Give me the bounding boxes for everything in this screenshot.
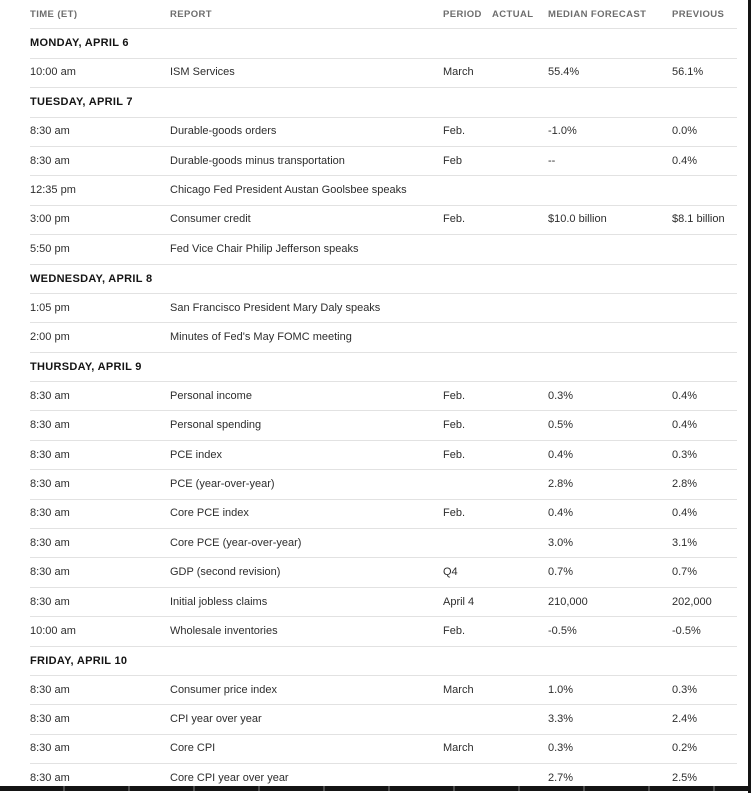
cell-previous: 0.4% [672, 154, 698, 167]
cell-previous: 3.1% [672, 536, 698, 549]
cell-time: 8:30 am [30, 154, 70, 167]
cell-period: Feb. [443, 624, 466, 637]
cell-report: Consumer credit [170, 213, 251, 226]
cell-time: 10:00 am [30, 624, 76, 637]
column-header-actual: ACTUAL [492, 8, 534, 20]
cell-median_forecast: -- [548, 154, 556, 167]
day-header-row [30, 353, 737, 382]
cell-median_forecast: 0.3% [548, 389, 574, 402]
cell-previous: 0.2% [672, 742, 698, 755]
cell-previous: 2.4% [672, 713, 698, 726]
cell-report: San Francisco President Mary Daly speaks [170, 301, 381, 314]
cell-median_forecast: 2.7% [548, 771, 574, 784]
cell-report: Fed Vice Chair Philip Jefferson speaks [170, 242, 359, 255]
cell-time: 8:30 am [30, 771, 70, 784]
cell-time: 8:30 am [30, 125, 70, 138]
table-row [30, 470, 737, 499]
cell-previous: -0.5% [672, 624, 701, 637]
cell-time: 8:30 am [30, 566, 70, 579]
cell-time: 8:30 am [30, 742, 70, 755]
cell-report: Consumer price index [170, 683, 277, 696]
cell-previous: $8.1 billion [672, 213, 725, 226]
table-row [30, 147, 737, 176]
day-header-label: FRIDAY, APRIL 10 [30, 654, 128, 667]
table-row [30, 500, 737, 529]
cell-period: Feb. [443, 389, 466, 402]
cell-period: Feb. [443, 507, 466, 520]
cell-median_forecast: 2.8% [548, 477, 574, 490]
cell-time: 1:05 pm [30, 301, 70, 314]
cell-previous: 2.5% [672, 771, 698, 784]
cell-time: 10:00 am [30, 66, 76, 79]
cell-period: Feb. [443, 125, 466, 138]
table-row [30, 441, 737, 470]
cell-median_forecast: 3.3% [548, 713, 574, 726]
cell-median_forecast: $10.0 billion [548, 213, 607, 226]
cell-period: March [443, 742, 474, 755]
cell-previous: 56.1% [672, 66, 704, 79]
cell-report: GDP (second revision) [170, 566, 281, 579]
cell-period: March [443, 66, 474, 79]
cell-median_forecast: 1.0% [548, 683, 574, 696]
table-row [30, 323, 737, 352]
cell-report: Core CPI year over year [170, 771, 289, 784]
column-header-report: REPORT [170, 8, 212, 20]
table-row [30, 529, 737, 558]
cell-time: 8:30 am [30, 595, 70, 608]
cell-median_forecast: 55.4% [548, 66, 580, 79]
cell-previous: 0.4% [672, 389, 698, 402]
cell-report: Core PCE (year-over-year) [170, 536, 302, 549]
cell-median_forecast: 210,000 [548, 595, 588, 608]
cell-report: Initial jobless claims [170, 595, 268, 608]
cell-report: Durable-goods minus transportation [170, 154, 345, 167]
cell-report: Personal income [170, 389, 252, 402]
table-row [30, 705, 737, 734]
day-header-label: WEDNESDAY, APRIL 8 [30, 272, 153, 285]
cell-time: 2:00 pm [30, 330, 70, 343]
cell-median_forecast: 3.0% [548, 536, 574, 549]
column-header-time: TIME (ET) [30, 8, 78, 20]
cell-report: Durable-goods orders [170, 125, 277, 138]
cell-report: Chicago Fed President Austan Goolsbee speaks [170, 184, 407, 197]
cell-previous: 0.0% [672, 125, 698, 138]
cell-report: Minutes of Fed's May FOMC meeting [170, 330, 352, 343]
table-row [30, 382, 737, 411]
cell-time: 8:30 am [30, 448, 70, 461]
cell-time: 5:50 pm [30, 242, 70, 255]
cell-previous: 0.3% [672, 448, 698, 461]
cell-time: 8:30 am [30, 536, 70, 549]
cell-period: April 4 [443, 595, 475, 608]
cell-previous: 2.8% [672, 477, 698, 490]
day-header-label: TUESDAY, APRIL 7 [30, 96, 133, 109]
cell-median_forecast: -0.5% [548, 624, 577, 637]
table-row [30, 588, 737, 617]
cell-report: PCE (year-over-year) [170, 477, 275, 490]
cell-time: 8:30 am [30, 507, 70, 520]
day-header-row [30, 88, 737, 117]
day-header-label: THURSDAY, APRIL 9 [30, 360, 142, 373]
cell-median_forecast: 0.5% [548, 419, 574, 432]
bottom-cropped-bar [0, 786, 751, 791]
cell-period: Feb. [443, 448, 466, 461]
cell-time: 3:00 pm [30, 213, 70, 226]
cell-previous: 202,000 [672, 595, 712, 608]
cell-previous: 0.4% [672, 419, 698, 432]
table-row [30, 206, 737, 235]
table-row [30, 617, 737, 646]
table-row [30, 558, 737, 587]
column-header-median_forecast: MEDIAN FORECAST [548, 8, 647, 20]
day-header-row [30, 647, 737, 676]
cell-time: 8:30 am [30, 713, 70, 726]
cell-median_forecast: 0.3% [548, 742, 574, 755]
column-header-period: PERIOD [443, 8, 482, 20]
cell-period: Feb. [443, 419, 466, 432]
cell-time: 8:30 am [30, 683, 70, 696]
economic-calendar-table [30, 0, 737, 793]
cell-period: March [443, 683, 474, 696]
day-header-row [30, 265, 737, 294]
cell-report: Wholesale inventories [170, 624, 278, 637]
table-row [30, 235, 737, 264]
day-header-row [30, 29, 737, 58]
cell-period: Q4 [443, 566, 458, 579]
cell-period: Feb [443, 154, 462, 167]
cell-median_forecast: -1.0% [548, 125, 577, 138]
cell-time: 8:30 am [30, 477, 70, 490]
cell-median_forecast: 0.4% [548, 507, 574, 520]
cell-report: Personal spending [170, 419, 262, 432]
cell-report: Core CPI [170, 742, 216, 755]
cell-median_forecast: 0.7% [548, 566, 574, 579]
column-header-previous: PREVIOUS [672, 8, 725, 20]
cell-previous: 0.7% [672, 566, 698, 579]
cell-time: 12:35 pm [30, 184, 76, 197]
cell-report: Core PCE index [170, 507, 249, 520]
cell-previous: 0.4% [672, 507, 698, 520]
table-row [30, 411, 737, 440]
cell-median_forecast: 0.4% [548, 448, 574, 461]
cell-period: Feb. [443, 213, 466, 226]
cell-report: CPI year over year [170, 713, 262, 726]
cell-previous: 0.3% [672, 683, 698, 696]
cell-report: PCE index [170, 448, 222, 461]
table-row [30, 294, 737, 323]
table-row [30, 118, 737, 147]
table-row [30, 59, 737, 88]
table-row [30, 176, 737, 205]
day-header-label: MONDAY, APRIL 6 [30, 37, 129, 50]
cell-time: 8:30 am [30, 389, 70, 402]
table-row [30, 735, 737, 764]
table-row [30, 676, 737, 705]
cell-time: 8:30 am [30, 419, 70, 432]
cell-report: ISM Services [170, 66, 235, 79]
table-header-row [30, 0, 737, 29]
